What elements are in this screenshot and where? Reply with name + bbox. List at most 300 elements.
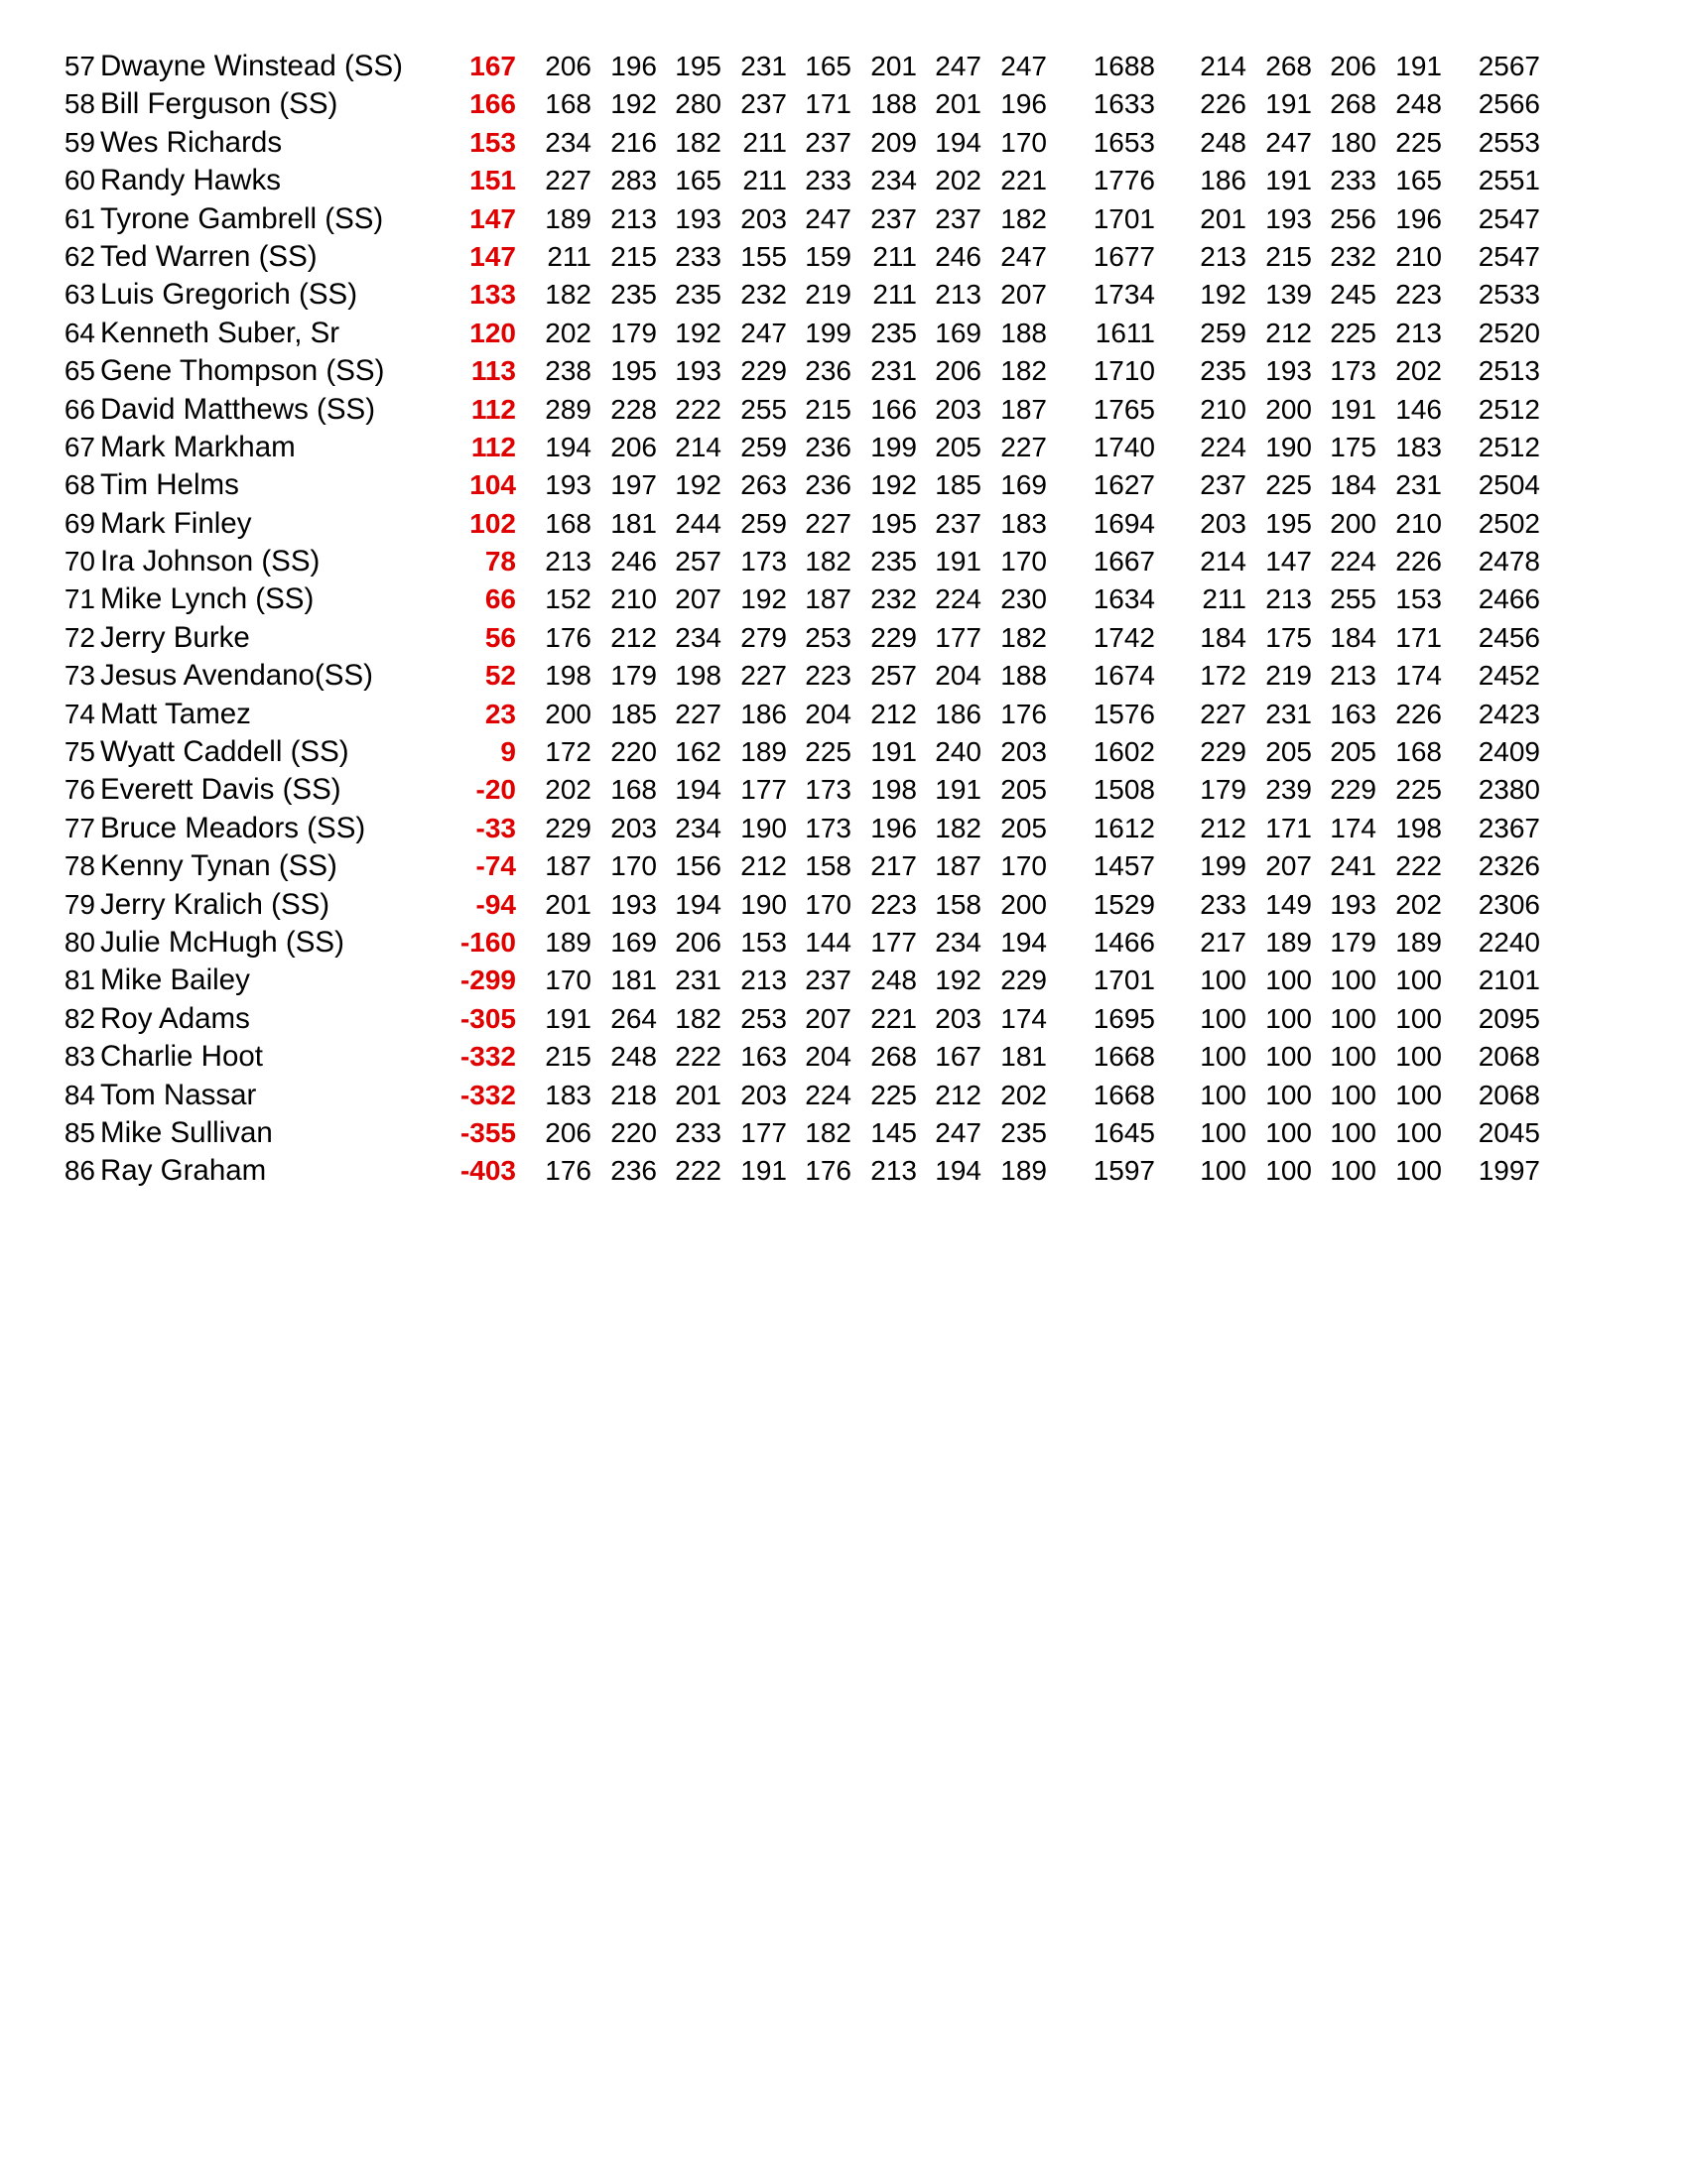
table-row (0, 162, 1688, 199)
game-score: 184 (1330, 469, 1376, 501)
bowler-name: Jesus Avendano(SS) (100, 659, 373, 693)
points-differential: 112 (470, 393, 516, 425)
game-score: 213 (545, 546, 591, 578)
game-score: 214 (1200, 51, 1246, 81)
game-score: 225 (1395, 126, 1442, 158)
game-score: 100 (1200, 1041, 1246, 1073)
game-score: 187 (935, 850, 981, 882)
game-score: 206 (1330, 51, 1376, 81)
game-score: 207 (805, 1002, 851, 1034)
game-score: 211 (1202, 583, 1246, 615)
subtotal-cell: 1734 (1093, 279, 1155, 311)
game-score: 211 (872, 279, 917, 311)
game-score: 168 (1395, 736, 1442, 768)
game-score: 206 (545, 51, 591, 81)
subtotal-cell: 1710 (1093, 355, 1155, 387)
game-score: 183 (1000, 507, 1047, 539)
game-score: 236 (805, 431, 851, 462)
game-score: 179 (1330, 926, 1376, 958)
game-score: 213 (935, 279, 981, 311)
game-score: 256 (1330, 202, 1376, 234)
rank-cell: 60 (64, 165, 95, 196)
game-score: 193 (675, 355, 721, 387)
game-score: 218 (610, 1079, 657, 1110)
game-score: 188 (1000, 317, 1047, 348)
game-score: 232 (870, 583, 917, 615)
game-score: 230 (1000, 583, 1047, 615)
points-differential: -305 (459, 1002, 516, 1034)
game-score: 192 (1200, 279, 1246, 311)
table-row (0, 733, 1688, 771)
game-score: 232 (740, 279, 787, 311)
bowler-name: Everett Davis (SS) (100, 773, 341, 807)
game-score: 241 (1330, 850, 1376, 882)
game-score: 194 (545, 431, 591, 462)
bowler-name: Wyatt Caddell (SS) (100, 735, 349, 769)
total-cell: 2306 (1478, 888, 1540, 920)
table-row (0, 924, 1688, 962)
game-score: 190 (1265, 431, 1312, 462)
table-row (0, 771, 1688, 809)
bowler-name: Roy Adams (100, 1001, 250, 1035)
game-score: 174 (1330, 812, 1376, 843)
game-score: 100 (1330, 1155, 1376, 1187)
game-score: 225 (805, 736, 851, 768)
game-score: 100 (1200, 1079, 1246, 1110)
table-row (0, 85, 1688, 123)
game-score: 231 (1395, 469, 1442, 501)
game-score: 159 (805, 240, 851, 272)
game-score: 182 (805, 1116, 851, 1148)
total-cell: 2520 (1478, 317, 1540, 348)
game-score: 234 (870, 165, 917, 196)
game-score: 213 (870, 1155, 917, 1187)
game-score: 189 (545, 202, 591, 234)
game-score: 189 (545, 926, 591, 958)
total-cell: 2456 (1478, 621, 1540, 653)
game-score: 195 (1265, 507, 1312, 539)
bowler-name: David Matthews (SS) (100, 392, 376, 426)
game-score: 186 (935, 698, 981, 729)
game-score: 184 (1330, 621, 1376, 653)
subtotal-cell: 1701 (1093, 202, 1155, 234)
game-score: 215 (610, 240, 657, 272)
game-score: 227 (675, 698, 721, 729)
table-row (0, 1114, 1688, 1152)
bowler-name: Wes Richards (100, 125, 283, 159)
subtotal-cell: 1653 (1093, 126, 1155, 158)
game-score: 203 (1000, 736, 1047, 768)
game-score: 237 (870, 202, 917, 234)
game-score: 204 (805, 1041, 851, 1073)
game-score: 255 (1330, 583, 1376, 615)
table-row (0, 543, 1688, 580)
game-score: 100 (1265, 1041, 1312, 1073)
game-score: 149 (1265, 888, 1312, 920)
game-score: 170 (805, 888, 851, 920)
game-score: 100 (1265, 1079, 1312, 1110)
game-score: 144 (805, 926, 851, 958)
game-score: 100 (1330, 1002, 1376, 1034)
game-score: 233 (805, 165, 851, 196)
game-score: 184 (1200, 621, 1246, 653)
points-differential: 104 (469, 469, 516, 501)
game-score: 225 (1395, 774, 1442, 806)
bowler-name: Matt Tamez (100, 697, 251, 730)
game-score: 172 (1200, 660, 1246, 692)
game-score: 217 (1200, 926, 1246, 958)
game-score: 170 (1000, 546, 1047, 578)
game-score: 168 (610, 774, 657, 806)
game-score: 216 (610, 126, 657, 158)
points-differential: -332 (459, 1041, 516, 1073)
total-cell: 2533 (1478, 279, 1540, 311)
game-score: 181 (610, 964, 657, 996)
game-score: 197 (610, 469, 657, 501)
game-score: 227 (805, 507, 851, 539)
game-score: 235 (1200, 355, 1246, 387)
table-row (0, 962, 1688, 999)
game-score: 182 (935, 812, 981, 843)
points-differential: 56 (484, 621, 516, 653)
total-cell: 2551 (1478, 165, 1540, 196)
game-score: 194 (675, 774, 721, 806)
standings-table (0, 48, 1688, 1191)
points-differential: -20 (475, 774, 516, 806)
subtotal-cell: 1740 (1093, 431, 1155, 462)
game-score: 232 (1330, 240, 1376, 272)
game-score: 248 (1200, 126, 1246, 158)
game-score: 183 (545, 1079, 591, 1110)
total-cell: 2547 (1478, 240, 1540, 272)
game-score: 201 (935, 88, 981, 120)
table-row (0, 810, 1688, 847)
game-score: 191 (935, 546, 981, 578)
game-score: 179 (610, 317, 657, 348)
game-score: 229 (545, 812, 591, 843)
game-score: 196 (870, 812, 917, 843)
game-score: 100 (1265, 964, 1312, 996)
game-score: 268 (1265, 51, 1312, 81)
game-score: 222 (1395, 850, 1442, 882)
game-score: 227 (740, 660, 787, 692)
points-differential: -299 (459, 964, 516, 996)
game-score: 170 (1000, 126, 1047, 158)
points-differential: 52 (484, 660, 516, 692)
game-score: 247 (1265, 126, 1312, 158)
game-score: 229 (1000, 964, 1047, 996)
game-score: 238 (545, 355, 591, 387)
game-score: 289 (545, 393, 591, 425)
game-score: 182 (675, 1002, 721, 1034)
game-score: 175 (1265, 621, 1312, 653)
total-cell: 2502 (1478, 507, 1540, 539)
points-differential: 9 (500, 736, 516, 768)
rank-cell: 83 (64, 1041, 95, 1073)
subtotal-cell: 1765 (1093, 393, 1155, 425)
table-row (0, 238, 1688, 276)
game-score: 205 (1265, 736, 1312, 768)
game-score: 220 (610, 736, 657, 768)
rank-cell: 76 (64, 774, 95, 806)
game-score: 187 (1000, 393, 1047, 425)
rank-cell: 61 (64, 202, 95, 234)
game-score: 193 (675, 202, 721, 234)
game-score: 247 (805, 202, 851, 234)
game-score: 212 (610, 621, 657, 653)
game-score: 198 (870, 774, 917, 806)
game-score: 248 (1395, 88, 1442, 120)
subtotal-cell: 1627 (1093, 469, 1155, 501)
game-score: 177 (740, 774, 787, 806)
table-row (0, 48, 1688, 85)
rank-cell: 71 (64, 583, 95, 615)
game-score: 153 (740, 926, 787, 958)
game-score: 194 (935, 1155, 981, 1187)
game-score: 239 (1265, 774, 1312, 806)
bowler-name: Randy Hawks (100, 164, 281, 197)
points-differential: 167 (469, 51, 516, 81)
game-score: 168 (545, 88, 591, 120)
game-score: 203 (740, 1079, 787, 1110)
table-row (0, 886, 1688, 924)
subtotal-cell: 1597 (1093, 1155, 1155, 1187)
game-score: 237 (805, 964, 851, 996)
total-cell: 1997 (1478, 1155, 1540, 1187)
game-score: 233 (675, 240, 721, 272)
bowler-name: Kenny Tynan (SS) (100, 849, 337, 883)
game-score: 100 (1200, 964, 1246, 996)
game-score: 182 (545, 279, 591, 311)
subtotal-cell: 1694 (1093, 507, 1155, 539)
game-score: 202 (545, 317, 591, 348)
rank-cell: 62 (64, 240, 95, 272)
game-score: 198 (545, 660, 591, 692)
game-score: 213 (610, 202, 657, 234)
game-score: 246 (610, 546, 657, 578)
game-score: 264 (610, 1002, 657, 1034)
game-score: 100 (1395, 1041, 1442, 1073)
game-score: 233 (675, 1116, 721, 1148)
game-score: 195 (675, 51, 721, 81)
game-score: 192 (870, 469, 917, 501)
game-score: 192 (935, 964, 981, 996)
rank-cell: 66 (64, 393, 95, 425)
table-row (0, 1000, 1688, 1038)
game-score: 193 (545, 469, 591, 501)
game-score: 212 (1265, 317, 1312, 348)
game-score: 139 (1265, 279, 1312, 311)
total-cell: 2553 (1478, 126, 1540, 158)
game-score: 199 (1200, 850, 1246, 882)
game-score: 227 (1000, 431, 1047, 462)
game-score: 196 (1395, 202, 1442, 234)
game-score: 189 (1395, 926, 1442, 958)
game-score: 212 (935, 1079, 981, 1110)
game-score: 180 (1330, 126, 1376, 158)
game-score: 207 (1000, 279, 1047, 311)
points-differential: 166 (469, 88, 516, 120)
bowler-name: Dwayne Winstead (SS) (100, 50, 403, 82)
subtotal-cell: 1776 (1093, 165, 1155, 196)
game-score: 171 (1265, 812, 1312, 843)
table-row (0, 1077, 1688, 1114)
game-score: 198 (1395, 812, 1442, 843)
subtotal-cell: 1576 (1093, 698, 1155, 729)
game-score: 172 (545, 736, 591, 768)
subtotal-cell: 1602 (1093, 736, 1155, 768)
subtotal-cell: 1529 (1093, 888, 1155, 920)
rank-cell: 84 (64, 1079, 95, 1110)
table-row (0, 466, 1688, 504)
game-score: 187 (805, 583, 851, 615)
rank-cell: 65 (64, 355, 95, 387)
game-score: 235 (1000, 1116, 1047, 1148)
table-row (0, 124, 1688, 162)
rank-cell: 70 (64, 546, 95, 578)
rank-cell: 72 (64, 621, 95, 653)
game-score: 206 (935, 355, 981, 387)
game-score: 248 (870, 964, 917, 996)
bowler-name: Julie McHugh (SS) (100, 925, 344, 959)
points-differential: 147 (469, 202, 516, 234)
game-score: 202 (1395, 888, 1442, 920)
game-score: 205 (1330, 736, 1376, 768)
game-score: 229 (870, 621, 917, 653)
subtotal-cell: 1742 (1093, 621, 1155, 653)
game-score: 226 (1200, 88, 1246, 120)
table-row (0, 1038, 1688, 1076)
game-score: 202 (545, 774, 591, 806)
game-score: 222 (675, 393, 721, 425)
game-score: 176 (545, 621, 591, 653)
total-cell: 2380 (1478, 774, 1540, 806)
game-score: 185 (610, 698, 657, 729)
subtotal-cell: 1508 (1093, 774, 1155, 806)
subtotal-cell: 1634 (1093, 583, 1155, 615)
game-score: 190 (740, 812, 787, 843)
bowler-name: Gene Thompson (SS) (100, 354, 385, 388)
table-row (0, 657, 1688, 695)
game-score: 205 (935, 431, 981, 462)
table-row (0, 200, 1688, 238)
game-score: 188 (1000, 660, 1047, 692)
game-score: 182 (1000, 355, 1047, 387)
game-score: 100 (1200, 1116, 1246, 1148)
total-cell: 2326 (1478, 850, 1540, 882)
game-score: 228 (610, 393, 657, 425)
game-score: 155 (740, 240, 787, 272)
subtotal-cell: 1612 (1093, 812, 1155, 843)
game-score: 100 (1395, 1002, 1442, 1034)
bowler-name: Jerry Kralich (SS) (100, 887, 330, 921)
game-score: 192 (610, 88, 657, 120)
game-score: 191 (1395, 51, 1442, 81)
game-score: 193 (1265, 202, 1312, 234)
game-score: 257 (870, 660, 917, 692)
game-score: 158 (805, 850, 851, 882)
game-score: 195 (610, 355, 657, 387)
game-score: 237 (1200, 469, 1246, 501)
table-row (0, 352, 1688, 390)
game-score: 247 (1000, 240, 1047, 272)
game-score: 173 (1330, 355, 1376, 387)
game-score: 183 (1395, 431, 1442, 462)
game-score: 100 (1265, 1116, 1312, 1148)
game-score: 234 (545, 126, 591, 158)
rank-cell: 80 (64, 926, 95, 958)
game-score: 259 (1200, 317, 1246, 348)
game-score: 202 (1000, 1079, 1047, 1110)
points-differential: 151 (469, 165, 516, 196)
game-score: 173 (740, 546, 787, 578)
rank-cell: 73 (64, 660, 95, 692)
rank-cell: 67 (64, 431, 95, 462)
game-score: 219 (805, 279, 851, 311)
game-score: 235 (870, 546, 917, 578)
game-score: 175 (1330, 431, 1376, 462)
game-score: 259 (740, 507, 787, 539)
game-score: 202 (935, 165, 981, 196)
game-score: 247 (740, 317, 787, 348)
game-score: 204 (805, 698, 851, 729)
game-score: 237 (805, 126, 851, 158)
points-differential: -355 (459, 1116, 516, 1148)
rank-cell: 68 (64, 469, 95, 501)
game-score: 174 (1395, 660, 1442, 692)
game-score: 235 (870, 317, 917, 348)
game-score: 199 (805, 317, 851, 348)
game-score: 211 (742, 126, 787, 158)
total-cell: 2452 (1478, 660, 1540, 692)
game-score: 182 (675, 126, 721, 158)
bowler-name: Ira Johnson (SS) (100, 545, 321, 578)
game-score: 283 (610, 165, 657, 196)
game-score: 227 (545, 165, 591, 196)
game-score: 191 (870, 736, 917, 768)
game-score: 234 (675, 621, 721, 653)
points-differential: -160 (459, 926, 516, 958)
table-row (0, 505, 1688, 543)
points-differential: 133 (469, 279, 516, 311)
total-cell: 2504 (1478, 469, 1540, 501)
game-score: 234 (675, 812, 721, 843)
game-score: 199 (870, 431, 917, 462)
game-score: 182 (805, 546, 851, 578)
game-score: 100 (1330, 1041, 1376, 1073)
game-score: 233 (1330, 165, 1376, 196)
bowler-name: Bruce Meadors (SS) (100, 811, 366, 844)
subtotal-cell: 1668 (1093, 1041, 1155, 1073)
game-score: 170 (545, 964, 591, 996)
points-differential: 112 (470, 431, 516, 462)
subtotal-cell: 1674 (1093, 660, 1155, 692)
game-score: 188 (870, 88, 917, 120)
game-score: 200 (545, 698, 591, 729)
game-score: 237 (935, 202, 981, 234)
total-cell: 2513 (1478, 355, 1540, 387)
game-score: 206 (675, 926, 721, 958)
game-score: 194 (1000, 926, 1047, 958)
game-score: 189 (740, 736, 787, 768)
game-score: 233 (1200, 888, 1246, 920)
game-score: 163 (1330, 698, 1376, 729)
points-differential: -74 (475, 850, 516, 882)
points-differential: -94 (475, 888, 516, 920)
subtotal-cell: 1677 (1093, 240, 1155, 272)
game-score: 244 (675, 507, 721, 539)
game-score: 166 (870, 393, 917, 425)
